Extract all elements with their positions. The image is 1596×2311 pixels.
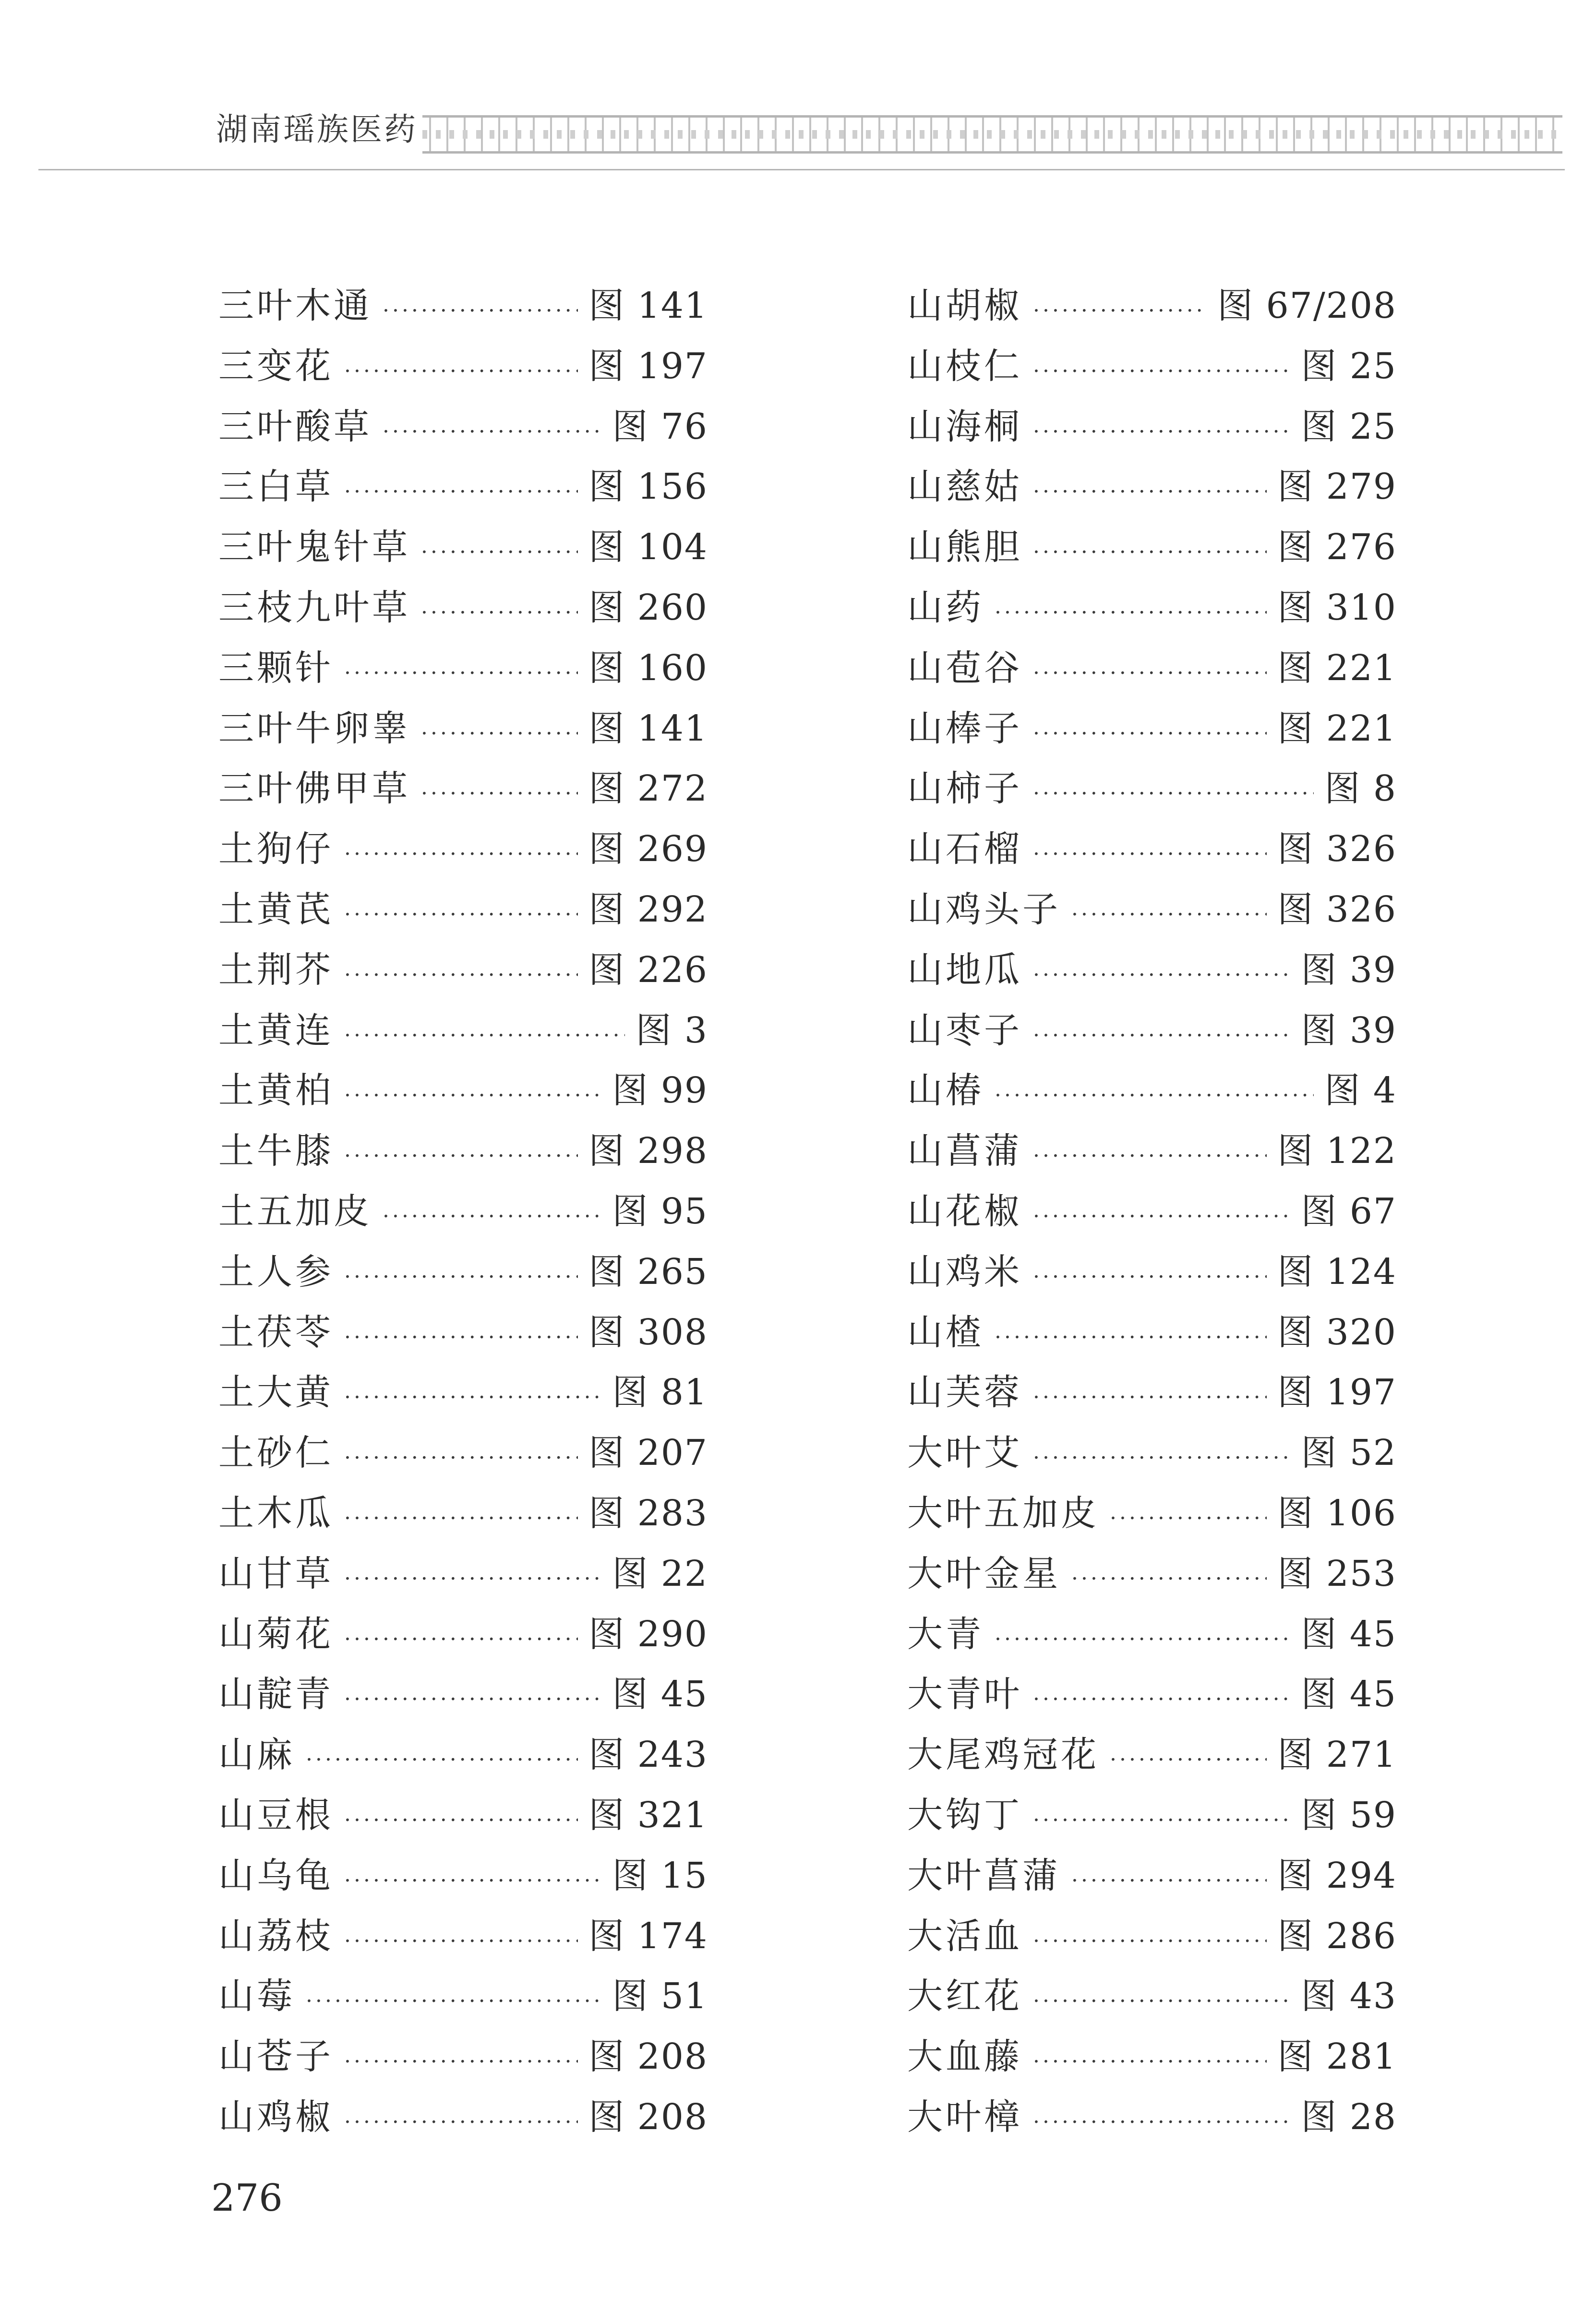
entry-term: 大叶五加皮 (907, 1492, 1099, 1534)
entry-figure-ref: 图 106 (1277, 1492, 1397, 1534)
entry-figure-ref: 图 22 (612, 1553, 708, 1594)
entry-term: 大叶艾 (907, 1432, 1022, 1474)
page-header (0, 0, 1596, 173)
index-entry (907, 819, 1397, 880)
dot-leader (1033, 2032, 1267, 2092)
dot-leader (344, 1549, 601, 1609)
entry-term: 土荆芥 (218, 949, 334, 991)
entry-figure-ref: 图 25 (1301, 406, 1397, 447)
dot-leader (344, 824, 578, 885)
entry-term: 大叶樟 (907, 2096, 1022, 2138)
entry-figure-ref: 图 260 (588, 587, 708, 628)
entry-figure-ref: 图 45 (1301, 1613, 1397, 1655)
entry-figure-ref: 图 45 (1301, 1674, 1397, 1715)
entry-term: 大血藤 (907, 2036, 1022, 2078)
entry-figure-ref: 图 76 (612, 406, 708, 447)
dot-leader (421, 583, 578, 643)
dot-leader (344, 1488, 578, 1549)
index-entry (907, 517, 1397, 578)
entry-term: 山菊花 (218, 1613, 334, 1655)
entry-term: 山苍子 (218, 2036, 334, 2078)
entry-figure-ref: 图 326 (1277, 828, 1397, 870)
index-entry (907, 880, 1397, 940)
index-entry (218, 1484, 708, 1544)
entry-term: 大活血 (907, 1915, 1022, 1957)
index-entry (218, 578, 708, 638)
index-entry (218, 699, 708, 759)
index-entry (907, 1001, 1397, 1061)
entry-term: 三颗针 (218, 647, 334, 689)
entry-figure-ref: 图 81 (612, 1372, 708, 1413)
entry-figure-ref: 图 290 (588, 1613, 708, 1655)
entry-figure-ref: 图 243 (588, 1734, 708, 1776)
entry-figure-ref: 图 321 (588, 1794, 708, 1836)
entry-figure-ref: 图 67 (1301, 1190, 1397, 1232)
entry-figure-ref: 图 141 (588, 707, 708, 749)
dot-leader (1033, 2092, 1290, 2153)
dot-leader (995, 1066, 1314, 1126)
entry-figure-ref: 图 294 (1277, 1855, 1397, 1896)
dot-leader (1071, 885, 1267, 945)
index-column-right (907, 276, 1397, 2148)
index-entry (907, 940, 1397, 1001)
dot-leader (1033, 402, 1290, 462)
dot-leader (995, 1609, 1290, 1670)
entry-figure-ref: 图 15 (612, 1855, 708, 1896)
entry-figure-ref: 图 45 (612, 1674, 708, 1715)
index-entry (907, 2087, 1397, 2148)
entry-term: 土黄连 (218, 1009, 334, 1051)
entry-term: 山楂 (907, 1311, 984, 1353)
entry-term: 大钩丁 (907, 1794, 1022, 1836)
dot-leader (344, 1247, 578, 1307)
dot-leader (995, 1307, 1267, 1368)
entry-figure-ref: 图 221 (1277, 707, 1397, 749)
entry-term: 三枝九叶草 (218, 587, 410, 628)
entry-term: 山芙蓉 (907, 1372, 1022, 1413)
dot-leader (1033, 1006, 1290, 1066)
dot-leader (1033, 1911, 1267, 1972)
entry-figure-ref: 图 25 (1301, 345, 1397, 387)
entry-figure-ref: 图 208 (588, 2096, 708, 2138)
index-entry (907, 1785, 1397, 1846)
entry-figure-ref: 图 4 (1324, 1070, 1397, 1112)
entry-term: 山慈姑 (907, 466, 1022, 508)
entry-term: 土黄芪 (218, 888, 334, 930)
dot-leader (1033, 1669, 1290, 1730)
entry-term: 大尾鸡冠花 (907, 1734, 1099, 1776)
index-entry (907, 1242, 1397, 1303)
index-entry (218, 2087, 708, 2148)
index-entry (907, 638, 1397, 699)
dot-leader (1033, 643, 1267, 704)
dot-leader (383, 1186, 601, 1247)
index-entry (907, 1966, 1397, 2027)
index-entry (218, 1605, 708, 1665)
entry-figure-ref: 图 160 (588, 647, 708, 689)
index-entry (218, 1544, 708, 1605)
entry-term: 土大黄 (218, 1372, 334, 1413)
entry-term: 三叶酸草 (218, 406, 372, 447)
entry-figure-ref: 图 221 (1277, 647, 1397, 689)
dot-leader (995, 583, 1267, 643)
entry-figure-ref: 图 43 (1301, 1976, 1397, 2017)
index-entry (218, 819, 708, 880)
entry-term: 三叶鬼针草 (218, 527, 410, 568)
index-entry (907, 1121, 1397, 1182)
entry-term: 山甘草 (218, 1553, 334, 1594)
entry-figure-ref: 图 320 (1277, 1311, 1397, 1353)
index-column-left (218, 276, 708, 2148)
entry-figure-ref: 图 59 (1301, 1794, 1397, 1836)
dot-leader (1071, 1851, 1267, 1911)
dot-leader (1033, 1367, 1267, 1428)
entry-term: 山药 (907, 587, 984, 628)
entry-term: 大青叶 (907, 1674, 1022, 1715)
dot-leader (344, 2092, 578, 2153)
entry-figure-ref: 图 207 (588, 1432, 708, 1474)
entry-term: 土五加皮 (218, 1190, 372, 1232)
index-entry (907, 1725, 1397, 1785)
dot-leader (344, 1126, 578, 1186)
entry-term: 土黄柏 (218, 1070, 334, 1112)
dot-leader (421, 764, 578, 824)
entry-term: 山苞谷 (907, 647, 1022, 689)
index-entry (218, 1061, 708, 1121)
dot-leader (383, 281, 578, 341)
index-entry (218, 880, 708, 940)
dot-leader (1033, 764, 1314, 824)
index-entry (907, 276, 1397, 336)
index-entry (218, 1242, 708, 1303)
dot-leader (344, 1790, 578, 1851)
index-entry (907, 1061, 1397, 1121)
dot-leader (306, 1971, 601, 2032)
index-entry (907, 1303, 1397, 1363)
entry-figure-ref: 图 124 (1277, 1251, 1397, 1293)
index-entry (218, 1182, 708, 1242)
entry-figure-ref: 图 174 (588, 1915, 708, 1957)
index-entry (218, 1785, 708, 1846)
entry-term: 三叶佛甲草 (218, 768, 410, 810)
dot-leader (344, 1367, 601, 1428)
dot-leader (344, 1428, 578, 1488)
entry-term: 山乌龟 (218, 1855, 334, 1896)
dot-leader (1033, 1790, 1290, 1851)
dot-leader (1033, 824, 1267, 885)
index-entry (218, 336, 708, 397)
index-entry (907, 457, 1397, 517)
index-entry (907, 1664, 1397, 1725)
index-entry (218, 940, 708, 1001)
index-entry (218, 1001, 708, 1061)
dot-leader (1110, 1488, 1267, 1549)
index-entry (218, 457, 708, 517)
index-entry (218, 1846, 708, 1906)
dot-leader (1071, 1549, 1267, 1609)
entry-term: 土人参 (218, 1251, 334, 1293)
index-entry (218, 1966, 708, 2027)
entry-figure-ref: 图 272 (588, 768, 708, 810)
entry-figure-ref: 图 122 (1277, 1130, 1397, 1172)
entry-figure-ref: 图 95 (612, 1190, 708, 1232)
entry-figure-ref: 图 28 (1301, 2096, 1397, 2138)
index-entry (907, 1906, 1397, 1967)
entry-figure-ref: 图 52 (1301, 1432, 1397, 1474)
entry-term: 大青 (907, 1613, 984, 1655)
entry-term: 山熊胆 (907, 527, 1022, 568)
entry-term: 大叶菖蒲 (907, 1855, 1061, 1896)
dot-leader (421, 704, 578, 764)
dot-leader (344, 945, 578, 1006)
entry-term: 山莓 (218, 1976, 295, 2017)
dot-leader (383, 402, 601, 462)
entry-term: 三叶木通 (218, 285, 372, 326)
dot-leader (344, 1911, 578, 1972)
dot-leader (1033, 1247, 1267, 1307)
entry-figure-ref: 图 51 (612, 1976, 708, 2017)
entry-term: 土茯苓 (218, 1311, 334, 1353)
entry-figure-ref: 图 39 (1301, 1009, 1397, 1051)
entry-term: 大红花 (907, 1976, 1022, 2017)
entry-figure-ref: 图 208 (588, 2036, 708, 2078)
entry-term: 山鸡米 (907, 1251, 1022, 1293)
entry-term: 山胡椒 (907, 285, 1022, 326)
entry-figure-ref: 图 104 (588, 527, 708, 568)
dot-leader (1033, 1428, 1290, 1488)
dot-leader (344, 1609, 578, 1670)
dot-leader (306, 1730, 578, 1790)
entry-term: 山麻 (218, 1734, 295, 1776)
entry-figure-ref: 图 156 (588, 466, 708, 508)
entry-figure-ref: 图 197 (588, 345, 708, 387)
entry-figure-ref: 图 283 (588, 1492, 708, 1534)
dot-leader (1033, 704, 1267, 764)
entry-term: 土木瓜 (218, 1492, 334, 1534)
dot-leader (344, 885, 578, 945)
index-entry (218, 1303, 708, 1363)
entry-figure-ref: 图 39 (1301, 949, 1397, 991)
header-divider (38, 169, 1565, 170)
entry-term: 土砂仁 (218, 1432, 334, 1474)
index-entry (907, 1484, 1397, 1544)
entry-term: 大叶金星 (907, 1553, 1061, 1594)
entry-figure-ref: 图 269 (588, 828, 708, 870)
entry-figure-ref: 图 281 (1277, 2036, 1397, 2078)
entry-figure-ref: 图 298 (588, 1130, 708, 1172)
entry-term: 山鸡头子 (907, 888, 1061, 930)
dot-leader (344, 1066, 601, 1126)
dot-leader (344, 643, 578, 704)
dot-leader (1110, 1730, 1267, 1790)
entry-figure-ref: 图 3 (636, 1009, 708, 1051)
index-entry (218, 1906, 708, 1967)
index-entry (907, 1363, 1397, 1423)
running-header-title: 湖南瑶族医药 (216, 111, 418, 148)
entry-figure-ref: 图 265 (588, 1251, 708, 1293)
entry-figure-ref: 图 197 (1277, 1372, 1397, 1413)
index-entry (907, 1544, 1397, 1605)
index-entry (218, 276, 708, 336)
dot-leader (344, 2032, 578, 2092)
entry-term: 山枝仁 (907, 345, 1022, 387)
entry-figure-ref: 图 8 (1324, 768, 1397, 810)
index-entry (218, 2027, 708, 2087)
dot-leader (344, 341, 578, 402)
index-entry (218, 759, 708, 819)
entry-term: 山椿 (907, 1070, 984, 1112)
entry-term: 三叶牛卵睾 (218, 707, 410, 749)
dot-leader (344, 1669, 601, 1730)
entry-figure-ref: 图 276 (1277, 527, 1397, 568)
index-entry (907, 699, 1397, 759)
index-entry (907, 1605, 1397, 1665)
index-entry (218, 1423, 708, 1484)
entry-term: 山花椒 (907, 1190, 1022, 1232)
entry-term: 山荔枝 (218, 1915, 334, 1957)
entry-figure-ref: 图 253 (1277, 1553, 1397, 1594)
entry-figure-ref: 图 286 (1277, 1915, 1397, 1957)
entry-figure-ref: 图 279 (1277, 466, 1397, 508)
index-entry (218, 1664, 708, 1725)
entry-figure-ref: 图 99 (612, 1070, 708, 1112)
entry-figure-ref: 图 292 (588, 888, 708, 930)
dot-leader (344, 1307, 578, 1368)
entry-figure-ref: 图 308 (588, 1311, 708, 1353)
index-entry (218, 397, 708, 457)
entry-figure-ref: 图 141 (588, 285, 708, 326)
entry-term: 三变花 (218, 345, 334, 387)
index-entry (218, 1121, 708, 1182)
decorative-border-band (422, 115, 1562, 154)
entry-term: 山海桐 (907, 406, 1022, 447)
entry-term: 山豆根 (218, 1794, 334, 1836)
index-entry (907, 1182, 1397, 1242)
dot-leader (1033, 1126, 1267, 1186)
dot-leader (1033, 341, 1290, 402)
dot-leader (1033, 522, 1267, 583)
dot-leader (1033, 462, 1267, 522)
dot-leader (344, 1851, 601, 1911)
dot-leader (1033, 945, 1290, 1006)
entry-figure-ref: 图 226 (588, 949, 708, 991)
entry-figure-ref: 图 326 (1277, 888, 1397, 930)
entry-term: 土狗仔 (218, 828, 334, 870)
index-entry (907, 2027, 1397, 2087)
entry-term: 土牛膝 (218, 1130, 334, 1172)
entry-term: 山地瓜 (907, 949, 1022, 991)
entry-figure-ref: 图 67/208 (1217, 285, 1397, 326)
index-entry (218, 1363, 708, 1423)
index-entry (907, 759, 1397, 819)
entry-term: 三白草 (218, 466, 334, 508)
dot-leader (344, 1006, 625, 1066)
dot-leader (1033, 1186, 1290, 1247)
index-entry (218, 638, 708, 699)
entry-figure-ref: 图 271 (1277, 1734, 1397, 1776)
entry-figure-ref: 图 310 (1277, 587, 1397, 628)
entry-term: 山棒子 (907, 707, 1022, 749)
dot-leader (1033, 1971, 1290, 2032)
index-entry (907, 397, 1397, 457)
index-entry (907, 578, 1397, 638)
index-entry (218, 517, 708, 578)
entry-term: 山柿子 (907, 768, 1022, 810)
index-entry (907, 1423, 1397, 1484)
dot-leader (1033, 281, 1207, 341)
index-entry (907, 1846, 1397, 1906)
index-entry (907, 336, 1397, 397)
dot-leader (421, 522, 578, 583)
dot-leader (344, 462, 578, 522)
page-number: 276 (211, 2177, 283, 2220)
entry-term: 山枣子 (907, 1009, 1022, 1051)
entry-term: 山鸡椒 (218, 2096, 334, 2138)
entry-term: 山石榴 (907, 828, 1022, 870)
entry-term: 山菖蒲 (907, 1130, 1022, 1172)
entry-term: 山靛青 (218, 1674, 334, 1715)
index-entry (218, 1725, 708, 1785)
